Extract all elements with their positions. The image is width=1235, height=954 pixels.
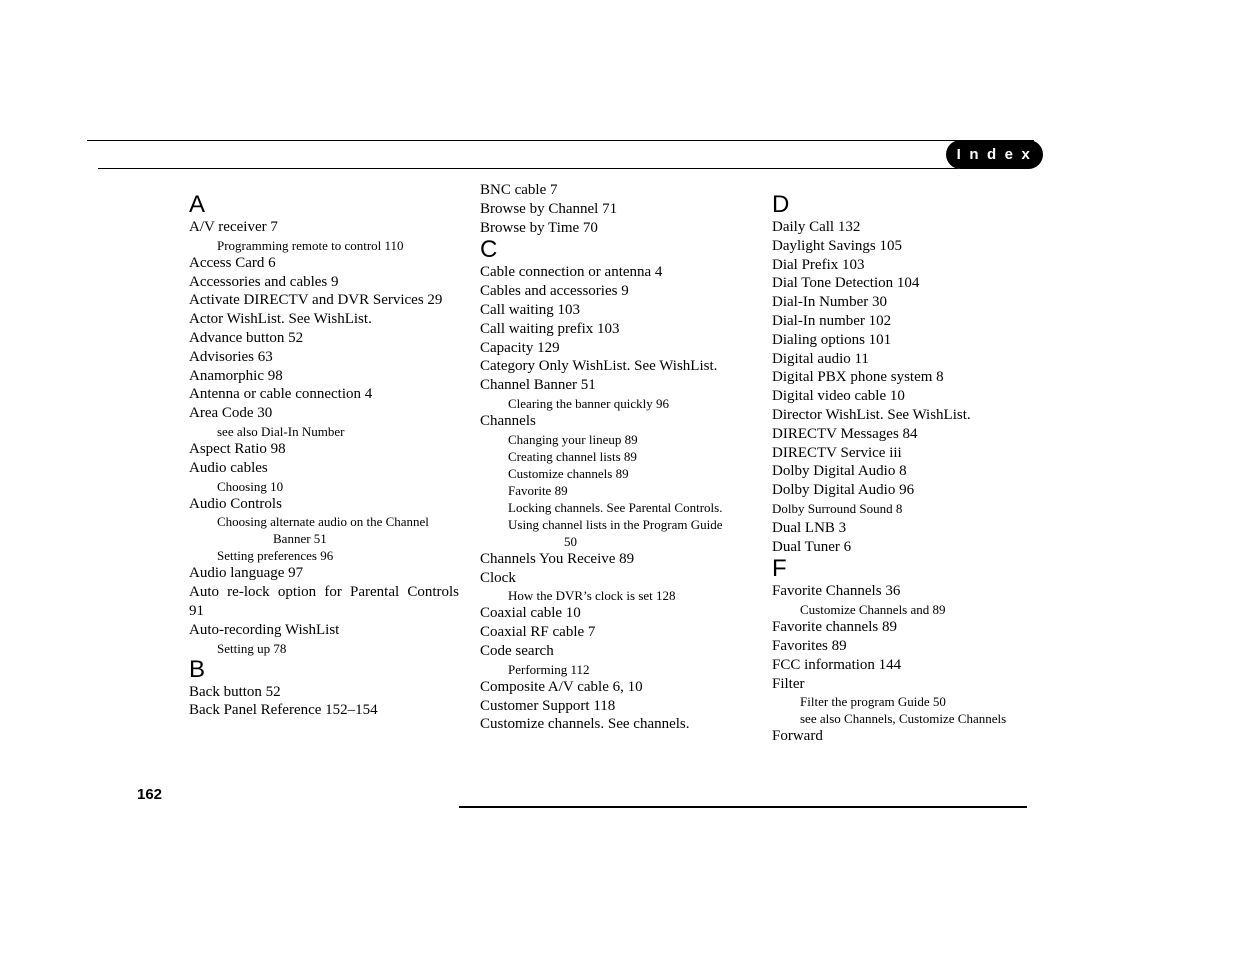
index-entry: Aspect Ratio 98: [189, 440, 286, 457]
index-subentry: see also Dial-In Number: [217, 423, 345, 439]
index-subentry: Favorite 89: [508, 482, 568, 498]
index-section-a: [189, 192, 459, 657]
index-entry: Browse by Channel 71: [480, 200, 618, 217]
index-column-3: [772, 192, 1037, 746]
index-entry: DIRECTV Service iii: [772, 444, 902, 461]
index-subentry: Setting up 78: [217, 640, 287, 656]
index-entry: Audio language 97: [189, 565, 304, 582]
index-entry: Dolby Surround Sound 8: [772, 500, 903, 516]
index-entry: Dual Tuner 6: [772, 538, 852, 555]
section-letter: A: [189, 191, 206, 218]
index-entry: Digital PBX phone system 8: [772, 369, 944, 386]
index-entry: Customize channels. See channels.: [480, 716, 690, 733]
footer-rule: [459, 806, 1027, 808]
index-entry: Coaxial RF cable 7: [480, 624, 596, 641]
section-letter: B: [189, 655, 206, 683]
index-entry: Browse by Time 70: [480, 219, 598, 236]
index-column-2: [480, 182, 755, 734]
index-section-c: [480, 237, 755, 734]
index-entry: Favorite channels 89: [772, 619, 897, 636]
header-rule-bottom: [98, 168, 958, 169]
index-entry: Cables and accessories 9: [480, 283, 629, 300]
index-tab: Index: [946, 140, 1043, 169]
header-rule-top: [87, 140, 1034, 141]
index-section-d: [772, 192, 1037, 556]
index-entry: Audio cables: [189, 459, 268, 476]
index-subentry: Customize channels 89: [508, 465, 629, 481]
index-subentry: Using channel lists in the Program Guide: [508, 516, 723, 532]
index-entry: Dial-In Number 30: [772, 294, 887, 311]
index-subentry: Customize Channels and 89: [800, 602, 946, 618]
index-entry: Audio Controls: [189, 495, 282, 512]
index-entry: Customer Support 118: [480, 697, 616, 714]
index-entry: Dual LNB 3: [772, 519, 847, 536]
index-subentry: Changing your lineup 89: [508, 431, 638, 447]
index-entry: Dolby Digital Audio 96: [772, 482, 915, 499]
index-entry: Back button 52: [189, 683, 281, 700]
index-entry: Dial Prefix 103: [772, 256, 865, 273]
index-entry: Channel Banner 51: [480, 377, 596, 394]
index-entry: Dialing options 101: [772, 331, 892, 348]
index-subentry: Choosing alternate audio on the Channel: [217, 514, 429, 530]
index-entry: Dolby Digital Audio 8: [772, 463, 907, 480]
index-entry: Filter: [772, 675, 805, 692]
index-entry: BNC cable 7: [480, 182, 558, 198]
page-number: 162: [137, 786, 163, 803]
index-entry: Daylight Savings 105: [772, 237, 902, 254]
index-subentry: Locking channels. See Parental Controls.: [508, 499, 723, 515]
index-entry: Dial-In number 102: [772, 312, 892, 329]
index-section-f: [772, 556, 1037, 746]
index-entry: Favorite Channels 36: [772, 583, 901, 600]
index-entry: A/V receiver 7: [189, 219, 278, 235]
section-letter: D: [772, 191, 790, 218]
index-entry: Code search: [480, 642, 554, 659]
index-subentry: Filter the program Guide 50: [800, 694, 946, 710]
index-entry: Channels You Receive 89: [480, 550, 635, 567]
index-entry: Access Card 6: [189, 254, 276, 271]
index-subentry: 50: [564, 533, 577, 549]
index-subentry: see also Channels, Customize Channels: [800, 711, 1007, 727]
index-entry: Call waiting 103: [480, 301, 580, 318]
index-entry: Favorites 89: [772, 637, 847, 654]
index-entry: Clock: [480, 569, 516, 586]
index-subentry: Programming remote to control 110: [217, 237, 404, 253]
index-entry: Cable connection or antenna 4: [480, 264, 663, 281]
continued-entries: [480, 181, 755, 237]
index-subentry: Creating channel lists 89: [508, 448, 637, 464]
index-entry: Category Only WishList. See WishList.: [480, 358, 718, 375]
index-entry: Composite A/V cable 6, 10: [480, 678, 643, 695]
index-subentry: How the DVR’s clock is set 128: [508, 588, 676, 604]
index-entry: Antenna or cable connection 4: [189, 386, 373, 403]
index-entry: Area Code 30: [189, 405, 273, 422]
index-entry: Coaxial cable 10: [480, 605, 581, 622]
index-entry: Activate DIRECTV and DVR Services 29: [189, 292, 443, 309]
index-entry: Dial Tone Detection 104: [772, 275, 920, 292]
index-entry: Advance button 52: [189, 329, 304, 346]
section-letter: C: [480, 236, 498, 264]
index-entry: Director WishList. See WishList.: [772, 406, 971, 423]
index-subentry: Setting preferences 96: [217, 548, 334, 564]
section-letter: F: [772, 555, 787, 583]
index-entry: Advisories 63: [189, 348, 273, 365]
index-column-1: [189, 192, 459, 720]
index-entry: Call waiting prefix 103: [480, 320, 620, 337]
index-section-b: [189, 657, 459, 721]
index-subentry: Banner 51: [273, 531, 327, 547]
index-entry: Back Panel Reference 152–154: [189, 702, 378, 719]
index-entry: Capacity 129: [480, 339, 560, 356]
index-entry: Daily Call 132: [772, 219, 861, 235]
index-entry: Actor WishList. See WishList.: [189, 311, 372, 328]
index-entry: DIRECTV Messages 84: [772, 425, 918, 442]
index-entry: Auto re-lock option for Parental Controls: [189, 584, 459, 601]
index-subentry: Clearing the banner quickly 96: [508, 395, 670, 411]
index-entry: Accessories and cables 9: [189, 273, 339, 290]
index-subentry: Performing 112: [508, 661, 590, 677]
index-entry: Forward: [772, 728, 823, 745]
index-entry: Channels: [480, 412, 536, 429]
index-entry: Auto-recording WishList: [189, 621, 340, 638]
index-subentry: Choosing 10: [217, 478, 284, 494]
index-entry: Anamorphic 98: [189, 367, 283, 384]
index-entry: 91: [189, 602, 204, 619]
index-entry: Digital audio 11: [772, 350, 869, 367]
index-entry: Digital video cable 10: [772, 388, 905, 405]
index-entry: FCC information 144: [772, 656, 902, 673]
